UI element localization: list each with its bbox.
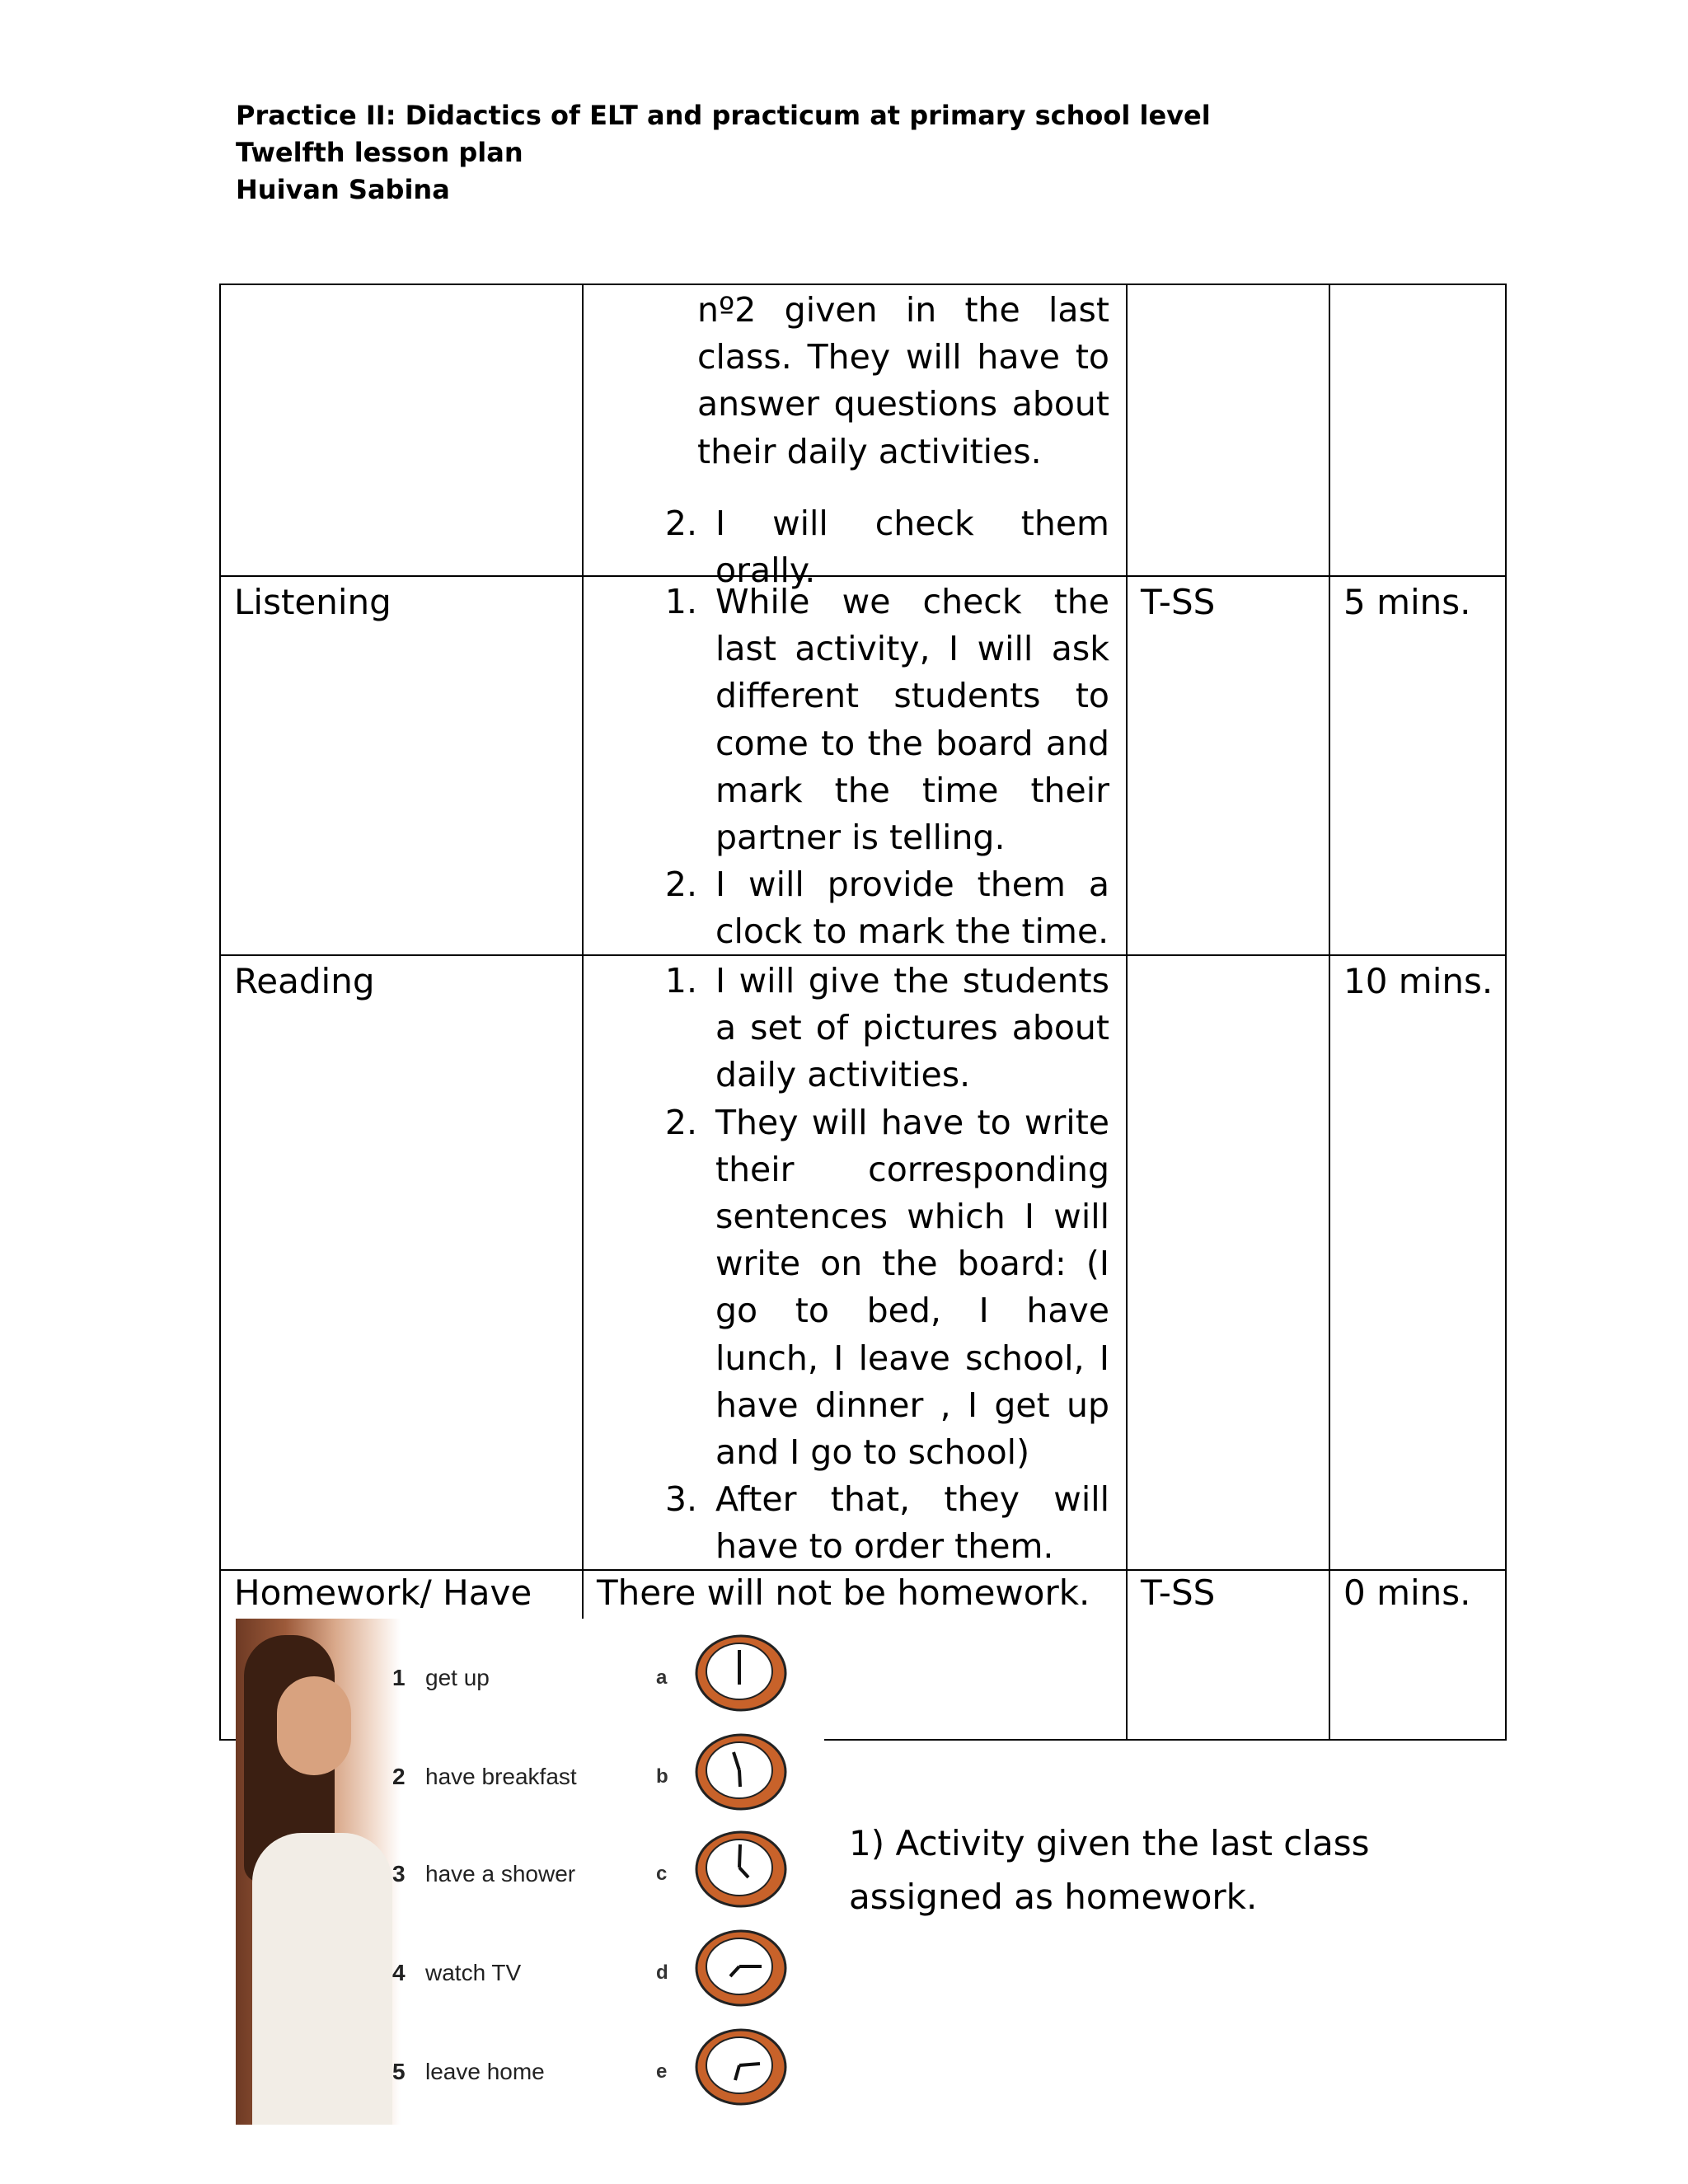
worksheet-item (392, 1764, 577, 1790)
worksheet-item-number: 2 (392, 1764, 406, 1789)
row2-item-2-text: They will have to write their corresponding sentences which I will write on the board: (I go to bed, I have lunch, I leave school, I have dinner , I get up and I go to school) (715, 1102, 1109, 1473)
row1-item-1-text: While we check the last activity, I will ask different students to come to the board and mark the time their partner is telling. (715, 582, 1109, 858)
row3-interaction: T-SS (1141, 1572, 1216, 1613)
clock-icon (694, 1633, 788, 1713)
clock-letter: e (656, 2060, 668, 2083)
row2-item-2-number: 2. (664, 1102, 697, 1142)
row2-item-3-number: 3. (664, 1479, 697, 1520)
column-divider (1126, 284, 1128, 1741)
row0-activity (664, 287, 1109, 594)
table-border-top (219, 284, 1507, 285)
document-header (236, 97, 1211, 209)
clock-icon (694, 1830, 788, 1909)
row1-item-2-text: I will provide them a clock to mark the time. (715, 865, 1109, 952)
row0-item-2-text: I will check them orally. (715, 503, 1109, 591)
worksheet-item (392, 1960, 521, 1986)
worksheet-item (392, 1665, 490, 1691)
row1-interaction: T-SS (1141, 582, 1216, 622)
table-border-left (219, 284, 221, 1741)
row1-activity (664, 579, 1109, 956)
daily-routine-worksheet-image (236, 1619, 824, 2125)
row2-item-3-text: After that, they will have to order them. (715, 1479, 1109, 1567)
row1-item-2-number: 2. (664, 865, 697, 905)
clock-letter: b (656, 1765, 668, 1788)
column-divider (1329, 284, 1330, 1741)
row2-activity (664, 958, 1109, 1571)
author-name: Huivan Sabina (236, 174, 450, 205)
worksheet-item-label: watch TV (425, 1960, 522, 1985)
row1-stage: Listening (234, 582, 392, 622)
figure-caption: 1) Activity given the last class assigned as homework. (849, 1823, 1370, 1917)
clock-icon (694, 1732, 788, 1811)
clock-icon (694, 1929, 788, 2008)
row3-time: 0 mins. (1343, 1572, 1471, 1613)
photo-face (277, 1676, 351, 1775)
row0-continuation-text: nº2 given in the last class. They will have to answer questions about their daily activities. (697, 290, 1109, 471)
row2-item-3 (664, 1476, 1109, 1570)
row3-stage: Homework/ Have (234, 1572, 532, 1613)
table-border-right (1505, 284, 1507, 1741)
worksheet-item-label: leave home (425, 2059, 545, 2084)
row2-item-1-number: 1. (664, 961, 697, 1001)
row2-item-1-text: I will give the students a set of pictures about daily activities. (715, 961, 1109, 1095)
row2-item-1 (664, 958, 1109, 1099)
row1-item-2 (664, 861, 1109, 955)
row1-item-1-number: 1. (664, 582, 697, 621)
row2-item-2 (664, 1099, 1109, 1477)
lesson-title: Twelfth lesson plan (236, 137, 523, 168)
worksheet-item-label: get up (425, 1665, 490, 1690)
row2-time: 10 mins. (1343, 961, 1493, 1001)
row1-item-1 (664, 579, 1109, 861)
clock-letter: c (656, 1863, 668, 1885)
course-title: Practice II: Didactics of ELT and practicum at primary school level (236, 100, 1211, 131)
worksheet-item-label: have a shower (425, 1861, 576, 1886)
girl-photo (236, 1619, 401, 2125)
worksheet-item-number: 5 (392, 2059, 406, 2084)
row0-item-2-number: 2. (664, 503, 697, 543)
clock-letter: d (656, 1961, 668, 1984)
row3-activity: There will not be homework. (597, 1572, 1090, 1613)
row1-time: 5 mins. (1343, 582, 1471, 622)
row2-stage: Reading (234, 961, 375, 1001)
lesson-plan-table (219, 284, 1507, 1741)
photo-shirt (252, 1833, 392, 2125)
worksheet-item-number: 4 (392, 1960, 406, 1985)
worksheet-item (392, 2059, 545, 2085)
clock-letter: a (656, 1666, 668, 1689)
column-divider (582, 284, 584, 1741)
worksheet-item-label: have breakfast (425, 1764, 577, 1789)
worksheet-item-number: 1 (392, 1665, 406, 1690)
worksheet-item-number: 3 (392, 1861, 406, 1886)
worksheet-item (392, 1861, 575, 1887)
clock-icon (694, 2027, 788, 2107)
